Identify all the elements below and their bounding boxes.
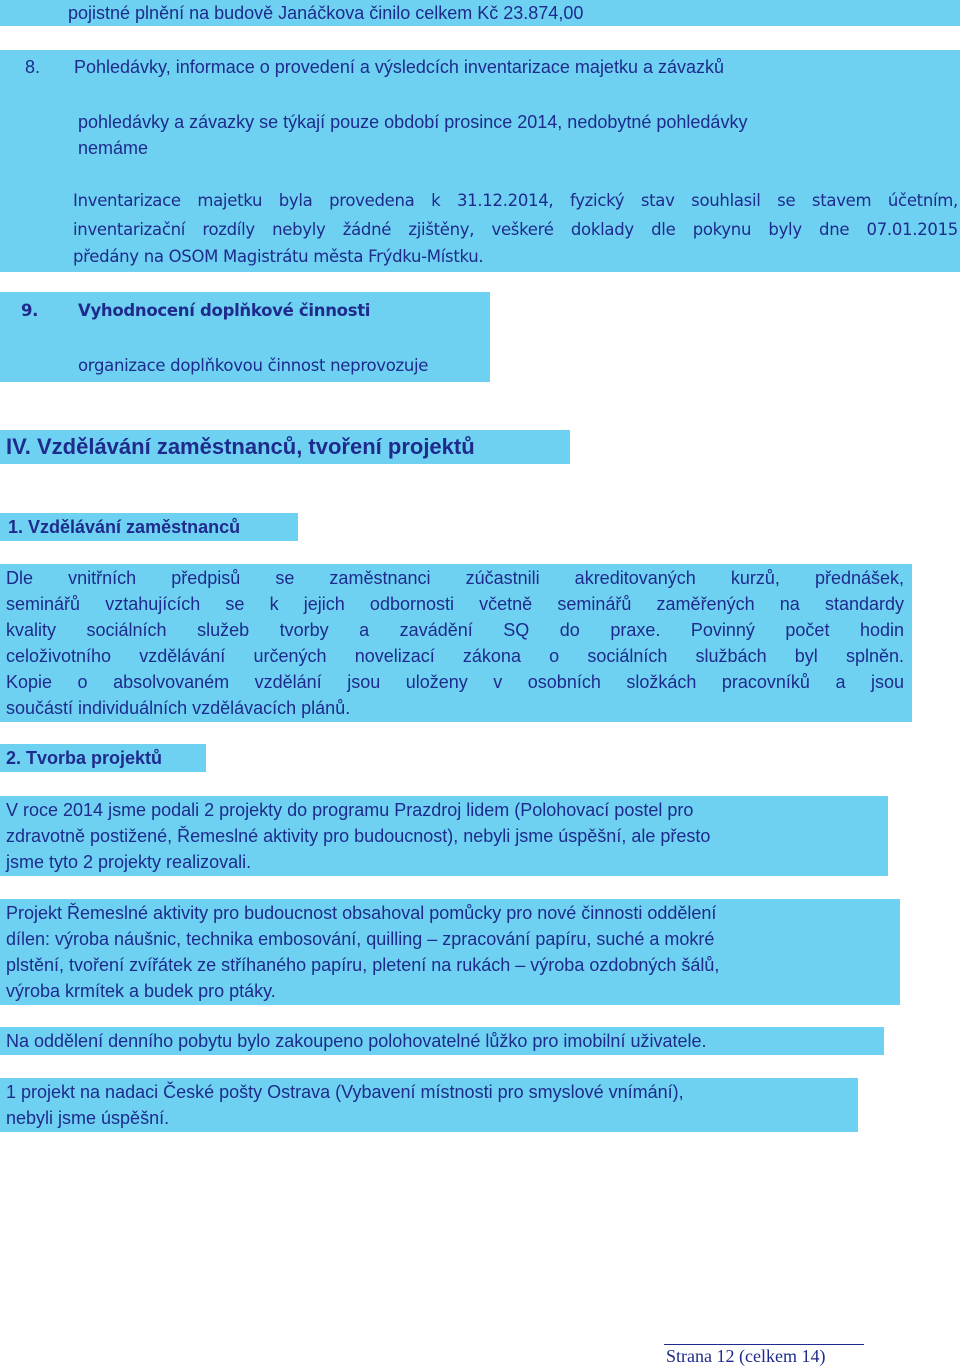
projects-a-line-3: jsme tyto 2 projekty realizovali. [6,852,252,872]
highlight-block-education-paragraph [0,564,912,722]
section-8-inventory-line-3: předány na OSOM Magistrátu města Frýdku-Místku. [73,247,484,266]
section-8-inventory-line-2: inventarizační rozdíly nebyly žádné zjištěny, veškeré doklady dle pokynu byly dne 07.01.2015 [73,220,958,239]
projects-d-line-1: 1 projekt na nadaci České pošty Ostrava (Vybavení místnosti pro smyslové vnímání), [6,1082,684,1102]
education-line-5: Kopie o absolvovaném vzdělání jsou uloženy v osobních složkách pracovníků a jsou [6,672,904,692]
highlight-block-sub-2 [0,744,206,772]
projects-b-line-1: Projekt Řemeslné aktivity pro budoucnost obsahoval pomůcky pro nové činnosti oddělení [6,903,717,923]
education-line-3: kvality sociálních služeb tvorby a zavádění SQ do praxe. Povinný počet hodin [6,620,904,640]
section-8-number: 8. [25,57,41,77]
top-line-text: pojistné plnění na budově Janáčkova činilo celkem Kč 23.874,00 [68,3,584,23]
projects-a-line-1: V roce 2014 jsme podali 2 projekty do programu Prazdroj lidem (Polohovací postel pro [6,800,694,820]
section-8-receivables-line-1: pohledávky a závazky se týkají pouze období prosince 2014, nedobytné pohledávky [78,112,748,132]
highlight-block-heading-iv [0,430,570,464]
highlight-block-section-8 [0,50,960,272]
projects-b-line-2: dílen: výroba náušnic, technika embosování, quilling – zpracování papíru, suché a mokré [6,929,715,949]
highlight-block-section-9 [0,292,490,382]
projects-c-line: Na oddělení denního pobytu bylo zakoupeno polohovatelné lůžko pro imobilní uživatele. [6,1031,707,1051]
highlight-block-top [0,0,960,26]
projects-b-line-3: plstění, tvoření zvířátek ze stříhaného papíru, pletení na rukách – výroba ozdobných šálů, [6,955,720,975]
page-number-text: Strana 12 (celkem 14) [666,1346,826,1366]
section-8-title: Pohledávky, informace o provedení a výsledcích inventarizace majetku a závazků [74,57,725,77]
highlight-block-sub-1 [0,513,298,541]
projects-b-line-4: výroba krmítek a budek pro ptáky. [6,981,276,1001]
section-8-inventory-line-1: Inventarizace majetku byla provedena k 31.12.2014, fyzický stav souhlasil se stavem účetním, [73,191,958,210]
projects-a-line-2: zdravotně postižené, Řemeslné aktivity pro budoucnost), nebyli jsme úspěšní, ale přesto [6,826,711,846]
highlight-block-projects-paragraph-b [0,899,900,1005]
subsection-2-heading: 2. Tvorba projektů [6,748,163,768]
education-line-4: celoživotního vzdělávání určených novelizací zákona o sociálních službách byl splněn. [6,646,904,666]
section-9-number: 9. [21,301,39,320]
education-line-6: součástí individuálních vzdělávacích plánů. [6,698,351,718]
highlight-block-projects-paragraph-a [0,796,888,876]
highlight-block-projects-paragraph-d [0,1078,858,1132]
section-9-title: Vyhodnocení doplňkové činnosti [78,301,371,320]
section-9-text: organizace doplňkovou činnost neprovozuje [78,356,429,375]
education-line-1: Dle vnitřních předpisů se zaměstnanci zúčastnili akreditovaných kurzů, přednášek, [6,568,904,588]
subsection-1-heading: 1. Vzdělávání zaměstnanců [8,517,241,537]
page-footer [664,1344,864,1367]
highlight-block-projects-paragraph-c [0,1027,884,1055]
projects-d-line-2: nebyli jsme úspěšní. [6,1108,170,1128]
education-line-2: seminářů vztahujících se k jejich odbornosti včetně seminářů zaměřených na standardy [6,594,904,614]
section-8-receivables-line-2: nemáme [78,138,149,158]
chapter-iv-heading: IV. Vzdělávání zaměstnanců, tvoření projektů [6,434,475,459]
